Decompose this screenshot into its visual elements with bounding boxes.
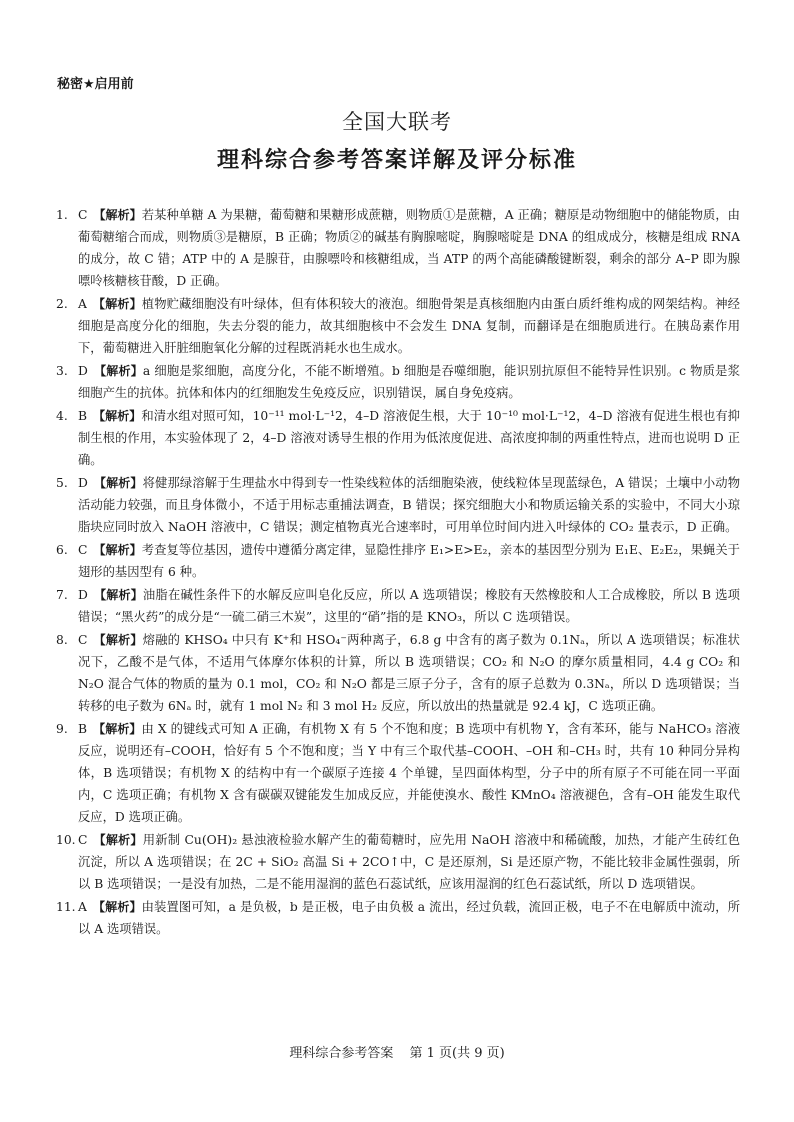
item-number: 10. — [56, 833, 76, 847]
confidential-label: 秘密★启用前 — [57, 77, 134, 92]
item-answer: C — [78, 208, 88, 222]
item-number: 4. — [56, 409, 68, 423]
analysis-tag: 【解析】 — [93, 543, 142, 557]
item-explanation: 植物贮藏细胞没有叶绿体，但有体积较大的液泡。细胞骨架是真核细胞内由蛋白质纤维构成的网架结构。神经细胞是高度分化的细胞，失去分裂的能力，故其细胞核中不会发生 DNA 复制，而翻译是在细胞质进行。在胰岛素作用下，葡萄糖进入肝脏细胞氧化分解的过程既消耗水也生成水。 — [78, 297, 740, 355]
analysis-tag: 【解析】 — [93, 633, 143, 647]
analysis-tag: 【解析】 — [93, 722, 142, 736]
item-explanation: 考查复等位基因，遗传中遵循分离定律，显隐性排序 E₁>E>E₂，亲本的基因型分别为 E₁E、E₂E₂，果蝇关于翅形的基因型有 6 种。 — [78, 543, 740, 579]
answer-item — [56, 539, 740, 583]
answer-item — [56, 204, 740, 292]
item-number: 1. — [56, 208, 68, 222]
item-explanation: 由 X 的键线式可知 A 正确，有机物 X 有 5 个不饱和度；B 选项中有机物 Y，含有苯环，能与 NaHCO₃ 溶液反应，说明还有–COOH，恰好有 5 个不饱和度；当 Y 中有三个取代基–COOH、–OH 和–CH₃ 时，共有 10 种同分异构体，B 选项错误；有机物 X 的结构中有一个碳原子连接 4 个单键，呈四面体构型，分子中的所有原子不可能在同一平面内，C 选项正确；有机物 X 含有碳碳双键能发生加成反应，并能使溴水、酸性 KMnO₄ 溶液褪色，含有–OH 能发生取代反应，D 选项正确。 — [78, 722, 740, 824]
analysis-tag: 【解析】 — [92, 297, 142, 311]
item-explanation: a 细胞是浆细胞，高度分化，不能不断增殖。b 细胞是吞噬细胞，能识别抗原但不能特异性识别。c 物质是浆细胞产生的抗体。抗体和体内的红细胞发生免疫反应，识别错误，属自身免疫病。 — [78, 364, 740, 400]
answer-item — [56, 360, 740, 404]
answer-item — [56, 584, 740, 628]
item-number: 3. — [56, 364, 68, 378]
answer-item — [56, 405, 740, 471]
item-answer: D — [78, 476, 88, 490]
answer-item — [56, 472, 740, 538]
answer-item — [56, 896, 740, 940]
item-explanation: 和清水组对照可知，10⁻¹¹ mol·L⁻¹2，4–D 溶液促生根，大于 10⁻¹⁰ mol·L⁻¹2，4–D 溶液有促进生根也有抑制生根的作用，本实验体现了 2，4–D 溶液对诱导生根的作用为低浓度促进、高浓度抑制的两重性特点，进而也说明 D 正确。 — [78, 409, 740, 467]
item-explanation: 将健那绿溶解于生理盐水中得到专一性染线粒体的活细胞染液，使线粒体呈现蓝绿色，A 错误；土壤中小动物活动能力较强，而且身体微小，不适于用标志重捕法调查，B 错误；探究细胞大小和物质运输关系的实验中，不同大小琼脂块应同时放入 NaOH 溶液中，C 错误；测定植物真光合速率时，可用单位时间内进入叶绿体的 CO₂ 量表示，D 正确。 — [78, 476, 740, 534]
answer-item — [56, 718, 740, 828]
item-number: 11. — [56, 900, 76, 914]
item-answer: B — [78, 722, 88, 736]
item-number: 7. — [56, 588, 68, 602]
item-answer: C — [78, 543, 88, 557]
item-explanation: 用新制 Cu(OH)₂ 悬浊液检验水解产生的葡萄糖时，应先用 NaOH 溶液中和稀硫酸，加热，才能产生砖红色沉淀，所以 A 选项错误；在 2C + SiO₂ 高温 Si + 2CO↑中，C 是还原剂，Si 是还原产物，不能比较非金属性强弱，所以 B 选项错误；一是没有加热，二是不能用湿润的蓝色石蕊试纸，应该用湿润的红色石蕊试纸，所以 D 选项错误。 — [78, 833, 740, 891]
item-answer: C — [78, 833, 88, 847]
item-answer: A — [78, 900, 87, 914]
analysis-tag: 【解析】 — [93, 833, 143, 847]
page-number: 第 1 页(共 9 页) — [409, 1046, 505, 1061]
item-explanation: 由装置图可知，a 是负极，b 是正极，电子由负极 a 流出，经过负载，流回正极，电子不在电解质中流动，所以 A 选项错误。 — [78, 900, 740, 936]
document-subtitle: 理科综合参考答案详解及评分标准 — [216, 148, 577, 173]
analysis-tag: 【解析】 — [93, 476, 143, 490]
analysis-tag: 【解析】 — [93, 588, 143, 602]
item-answer: C — [78, 633, 88, 647]
item-explanation: 若某种单糖 A 为果糖，葡萄糖和果糖形成蔗糖，则物质①是蔗糖，A 正确；糖原是动物细胞中的储能物质，由葡萄糖缩合而成，则物质③是糖原，B 正确；物质②的碱基有胸腺嘧啶，胸腺嘧啶是 DNA 的组成成分，核糖是组成 RNA 的成分，故 C 错；ATP 中的 A 是腺苷，由腺嘌呤和核糖组成，当 ATP 的两个高能磷酸键断裂，剩余的部分 A–P 即为腺嘌呤核糖核苷酸，D 正确。 — [78, 208, 740, 288]
item-answer: A — [78, 297, 87, 311]
item-number: 9. — [56, 722, 68, 736]
item-explanation: 油脂在碱性条件下的水解反应叫皂化反应，所以 A 选项错误；橡胶有天然橡胶和人工合成橡胶，所以 B 选项错误；“黑火药”的成分是“一硫二硝三木炭”，这里的“硝”指的是 KNO₃，所以 C 选项错误。 — [78, 588, 740, 624]
page-footer — [0, 1042, 794, 1061]
exam-title: 全国大联考 — [342, 110, 452, 134]
answer-item — [56, 629, 740, 717]
item-explanation: 熔融的 KHSO₄ 中只有 K⁺和 HSO₄⁻两种离子，6.8 g 中含有的离子数为 0.1Nₐ，所以 A 选项错误；标准状况下，乙酸不是气体，不适用气体摩尔体积的计算，所以 B 选项错误；CO₂ 和 N₂O 的摩尔质量相同，4.4 g CO₂ 和 N₂O 混合气体的物质的量为 0.1 mol，CO₂ 和 N₂O 都是三原子分子，含有的原子总数为 0.3Nₐ，所以 D 选项错误；当转移的电子数为 6Nₐ 时，就有 1 mol N₂ 和 3 mol H₂ 反应，所以放出的热量就是 92.4 kJ，C 选项正确。 — [78, 633, 740, 713]
item-number: 8. — [56, 633, 68, 647]
item-number: 6. — [56, 543, 68, 557]
item-answer: D — [78, 364, 88, 378]
item-number: 2. — [56, 297, 68, 311]
item-number: 5. — [56, 476, 68, 490]
analysis-tag: 【解析】 — [93, 364, 143, 378]
answer-item — [56, 293, 740, 359]
item-answer: B — [78, 409, 88, 423]
analysis-tag: 【解析】 — [92, 900, 142, 914]
analysis-tag: 【解析】 — [93, 409, 142, 423]
answer-list — [56, 204, 740, 941]
answer-item — [56, 829, 740, 895]
item-answer: D — [78, 588, 88, 602]
footer-label: 理科综合参考答案 — [289, 1046, 394, 1061]
analysis-tag: 【解析】 — [93, 208, 142, 222]
